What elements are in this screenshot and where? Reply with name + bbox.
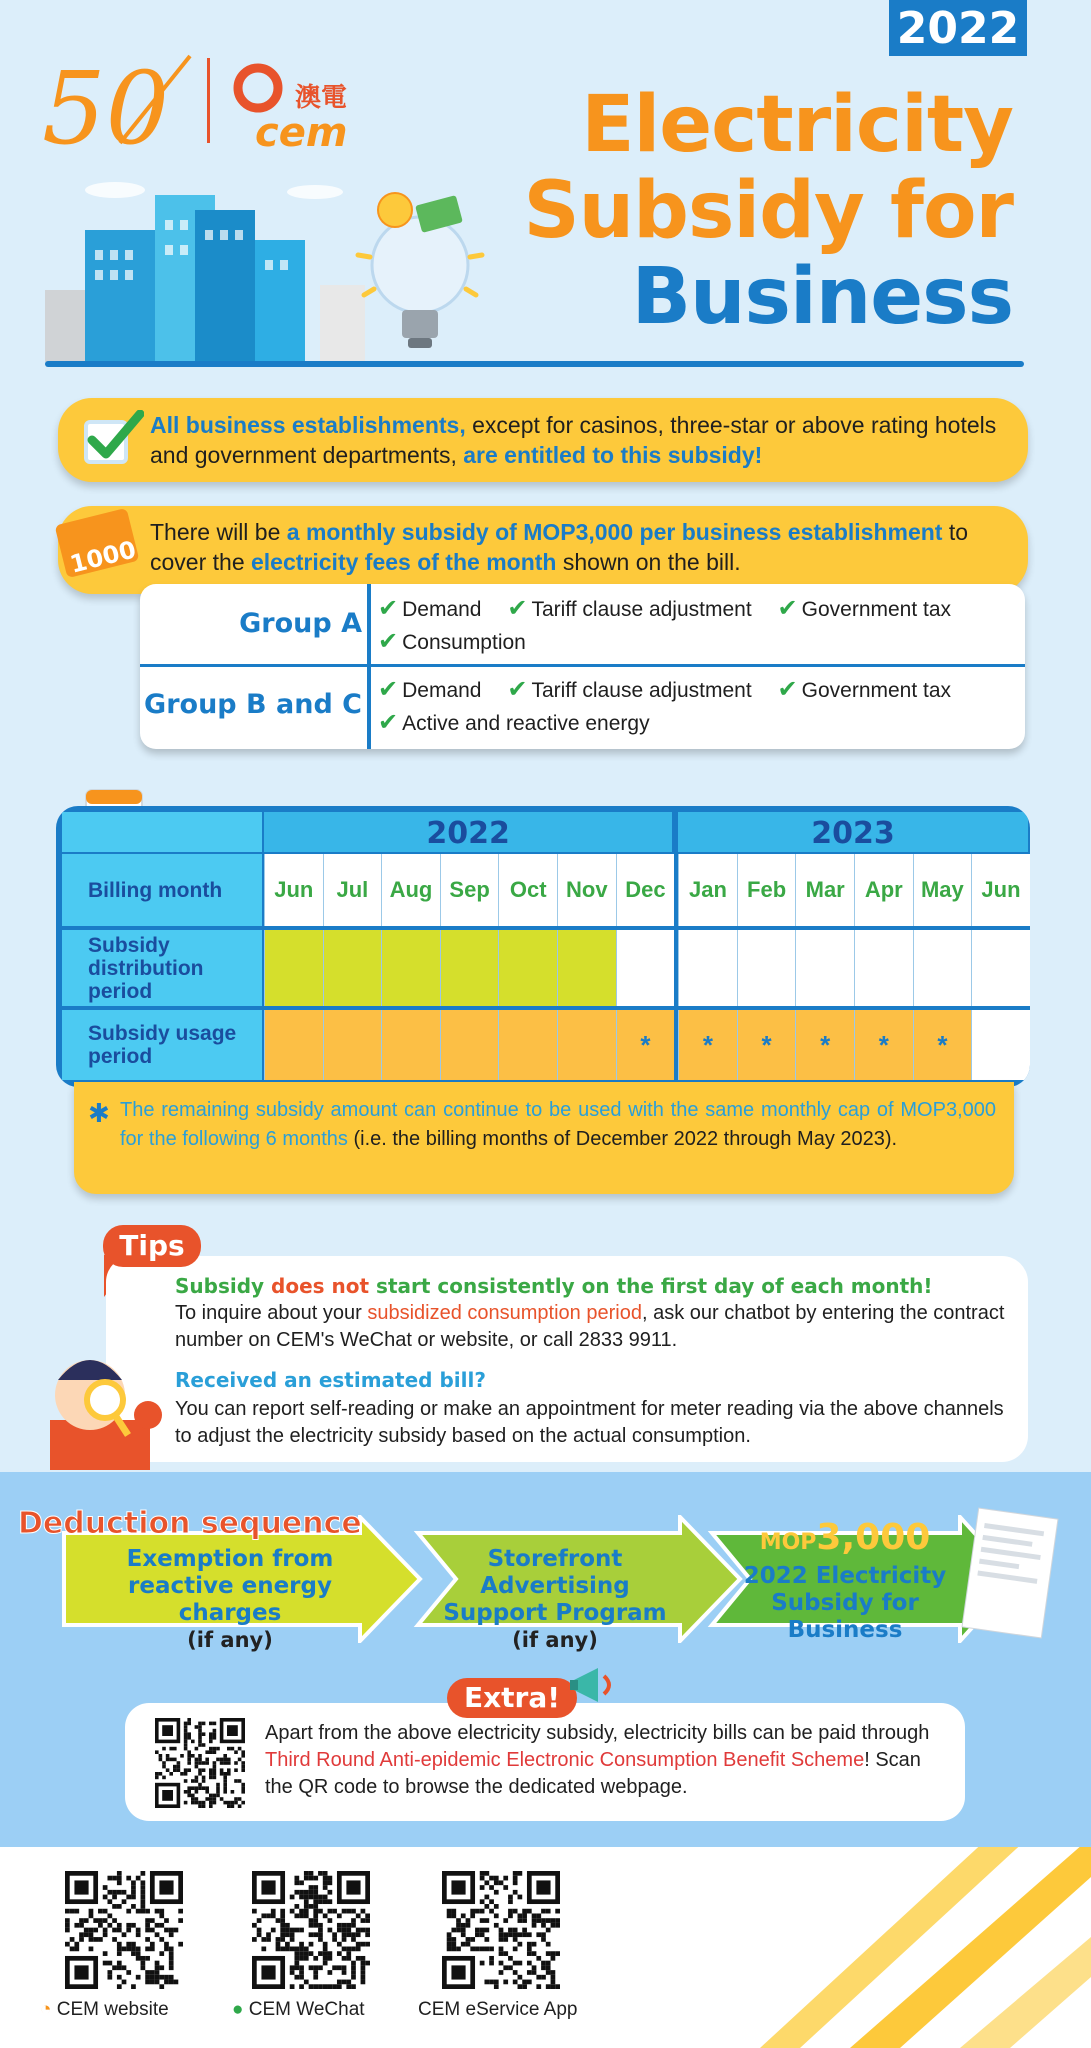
tips-heading-1 <box>175 1274 1015 1298</box>
group-a-item-label: Tariff clause adjustment <box>531 598 752 621</box>
billing-month-cell: Apr <box>854 854 913 926</box>
electricity-bill-icon <box>960 1505 1060 1645</box>
group-bc-items <box>378 674 1018 740</box>
billing-month-cell: Jul <box>323 854 382 926</box>
billing-month-cell: Mar <box>795 854 854 926</box>
billing-month-cell: Sep <box>440 854 499 926</box>
footer <box>0 1847 1091 2048</box>
schedule-row-label: Subsidy usage period <box>62 1010 262 1080</box>
usage-period-cell <box>498 1010 557 1080</box>
extra-plain-1: Apart from the above electricity subsidy, electricity bills can be paid through <box>265 1722 930 1744</box>
deduction-step-2 <box>410 1546 700 1654</box>
eligibility-highlight-1: All business establishments, <box>150 412 466 438</box>
light-bulb-money-icon <box>350 185 490 360</box>
logo-brand: cem <box>255 110 348 156</box>
group-bc-item-label: Government tax <box>801 679 952 702</box>
group-bc-item-label: Demand <box>402 679 482 702</box>
distribution-period-cell <box>913 930 972 1006</box>
extra-tag: Extra! <box>447 1678 577 1718</box>
distribution-period-cell <box>854 930 913 1006</box>
schedule-row-label: Billing month <box>62 854 262 926</box>
qr-label-app: CEM eService App <box>418 1999 578 2020</box>
extra-highlight[interactable]: Third Round Anti-epidemic Electronic Consumption Benefit Scheme <box>265 1749 865 1771</box>
page-title-line3: Business <box>631 252 1013 342</box>
step-2-line-2: Support Program <box>443 1600 667 1626</box>
group-bc-item <box>378 676 482 703</box>
billing-month-cell: Jun <box>264 854 323 926</box>
schedule-row-label: Subsidy distribution period <box>62 930 262 1006</box>
tips-p1-b: subsidized consumption period <box>367 1302 642 1324</box>
eligibility-highlight-2: are entitled to this subsidy! <box>463 442 763 468</box>
usage-period-cell <box>264 1010 323 1080</box>
qr-label-wechat-text: CEM WeChat <box>248 1999 365 2020</box>
group-a-name: Group A <box>239 608 362 639</box>
year-header-2023: 2023 <box>678 812 1028 852</box>
distribution-period-cell <box>381 930 440 1006</box>
cem-logo-small-icon: ◔ <box>40 1999 52 2020</box>
check-icon: ✔ <box>507 676 528 703</box>
deduction-step-3 <box>735 1518 955 1644</box>
group-bc-item-label: Active and reactive energy <box>402 712 650 735</box>
megaphone-icon <box>568 1662 622 1710</box>
wechat-icon: ● <box>232 1999 244 2020</box>
group-bc-name: Group B and C <box>144 689 362 720</box>
subsidy-schedule-table <box>56 806 1030 1087</box>
usage-period-cell: * <box>854 1010 913 1080</box>
distribution-period-cell <box>678 930 737 1006</box>
tips-p1-a: To inquire about your <box>175 1302 368 1324</box>
mascot-magnifier-icon <box>20 1320 170 1470</box>
group-a-item <box>378 628 526 655</box>
logo-brand-cn: 澳電 <box>295 83 348 113</box>
step-1-line-1: Exemption from <box>126 1546 334 1572</box>
extra-info-text <box>265 1720 945 1801</box>
checkbox-check-icon <box>82 410 144 468</box>
qr-label-website-text: CEM website <box>56 1999 169 2020</box>
usage-period-cell <box>440 1010 499 1080</box>
distribution-period-cell <box>498 930 557 1006</box>
distribution-period-cell <box>557 930 616 1006</box>
step-3-amount: 3,000 <box>816 1517 931 1558</box>
group-bc-item <box>378 709 650 736</box>
monthly-highlight-2: electricity fees of the month <box>251 549 557 575</box>
page-title-line2: Subsidy for <box>523 166 1013 256</box>
usage-period-cell <box>323 1010 382 1080</box>
tips-heading-2: Received an estimated bill? <box>175 1368 486 1392</box>
check-icon: ✔ <box>378 709 399 736</box>
banknote-1000-icon <box>52 508 140 584</box>
schedule-note-plain: (i.e. the billing months of December 2022 through May 2023). <box>347 1128 898 1150</box>
group-row-a <box>140 584 1025 664</box>
qr-code-cem-wechat[interactable] <box>252 1871 370 1989</box>
group-fee-table <box>140 584 1025 749</box>
banknote-1000-label: 1000 <box>67 535 139 579</box>
step-3-line-1: 2022 Electricity <box>743 1563 947 1589</box>
billing-month-cell: Jun <box>971 854 1030 926</box>
deduction-title: Deduction sequence <box>18 1506 362 1541</box>
group-bc-item-label: Tariff clause adjustment <box>531 679 752 702</box>
schedule-corner-cell <box>62 812 262 852</box>
usage-period-cell <box>381 1010 440 1080</box>
billing-month-cell: Jan <box>678 854 737 926</box>
step-3-line-2: Subsidy for <box>771 1590 919 1616</box>
tips-heading-1-c: start consistently on the first day of each month! <box>369 1274 933 1298</box>
group-row-bc <box>140 667 1025 749</box>
step-3-line-3: Business <box>787 1617 903 1643</box>
usage-period-cell: * <box>795 1010 854 1080</box>
page-title-line1: Electricity <box>581 80 1013 170</box>
usage-period-cell <box>971 1010 1030 1080</box>
billing-month-cell: Aug <box>381 854 440 926</box>
billing-month-cell: May <box>913 854 972 926</box>
group-a-item <box>507 595 752 622</box>
eligibility-text <box>150 410 1020 470</box>
qr-label-wechat <box>232 1999 365 2021</box>
billing-month-cell: Oct <box>498 854 557 926</box>
distribution-period-cell <box>440 930 499 1006</box>
tips-heading-1-a: Subsidy <box>175 1274 272 1298</box>
check-icon: ✔ <box>378 676 399 703</box>
qr-code-cem-eservice-app[interactable] <box>442 1871 560 1989</box>
city-buildings-illustration <box>45 170 375 362</box>
year-header-2022: 2022 <box>264 812 672 852</box>
monthly-plain-1: There will be <box>150 519 287 545</box>
step-2-note: (if any) <box>512 1628 598 1652</box>
distribution-period-cell <box>795 930 854 1006</box>
usage-period-cell: * <box>913 1010 972 1080</box>
group-a-item-label: Government tax <box>801 598 952 621</box>
check-icon: ✔ <box>507 595 528 622</box>
monthly-subsidy-text <box>150 517 1020 577</box>
tips-tag: Tips <box>103 1225 201 1267</box>
check-icon: ✔ <box>777 676 798 703</box>
group-a-item-label: Demand <box>402 598 482 621</box>
distribution-period-cell <box>737 930 796 1006</box>
group-a-item <box>777 595 952 622</box>
group-a-items <box>378 593 1018 659</box>
usage-period-cell <box>557 1010 616 1080</box>
deduction-step-1 <box>80 1546 380 1654</box>
check-icon: ✔ <box>378 628 399 655</box>
tips-heading-1-b: does not <box>271 1274 370 1298</box>
usage-period-cell: * <box>737 1010 796 1080</box>
qr-code-epidemic-scheme[interactable] <box>155 1718 245 1808</box>
header-divider <box>45 361 1024 367</box>
usage-period-cell: * <box>616 1010 675 1080</box>
distribution-period-cell <box>971 930 1030 1006</box>
usage-period-cell: * <box>678 1010 737 1080</box>
qr-code-cem-website[interactable] <box>65 1871 183 1989</box>
distribution-period-cell <box>323 930 382 1006</box>
eligibility-plain: except for casinos, three-star or above rating hotels and government departments, <box>150 412 997 468</box>
step-1-line-2: reactive energy charges <box>128 1573 332 1626</box>
tips-paragraph-2: You can report self-reading or make an appointment for meter reading via the above channels to adjust the electricity subsidy based on the actual consumption. <box>175 1398 1004 1447</box>
year-badge: 2022 <box>889 0 1027 56</box>
check-icon: ✔ <box>777 595 798 622</box>
tips-paragraph-1 <box>175 1300 1015 1354</box>
schedule-note-highlight: The remaining subsidy amount can continue to be used with the same monthly cap of MOP3,000 for the following 6 months <box>120 1099 996 1150</box>
distribution-period-cell <box>264 930 323 1006</box>
step-3-currency: MOP <box>759 1530 817 1555</box>
billing-month-cell: Feb <box>737 854 796 926</box>
step-1-note: (if any) <box>187 1628 273 1652</box>
schedule-note-text <box>120 1096 996 1154</box>
billing-month-cell: Dec <box>616 854 675 926</box>
group-bc-item <box>507 676 752 703</box>
group-a-item <box>378 595 482 622</box>
monthly-plain-3: shown on the bill. <box>556 549 741 575</box>
tips-p1-c: , ask our chatbot by entering the contract number on CEM's WeChat or website, or call 2833 9911. <box>175 1302 1005 1351</box>
qr-label-website <box>40 1999 169 2021</box>
asterisk-icon: ✱ <box>88 1098 110 1128</box>
group-a-item-label: Consumption <box>402 631 526 654</box>
step-2-line-1: Storefront Advertising <box>480 1546 630 1599</box>
billing-month-cell: Nov <box>557 854 616 926</box>
distribution-period-cell <box>616 930 675 1006</box>
group-bc-item <box>777 676 952 703</box>
monthly-highlight-1: a monthly subsidy of MOP3,000 per business establishment <box>286 519 943 545</box>
cem-50-logo <box>40 48 370 158</box>
logo-fifty: 50 <box>42 50 170 158</box>
monthly-plain-2: to cover the <box>150 519 969 575</box>
check-icon: ✔ <box>378 595 399 622</box>
extra-plain-2: ! Scan the QR code to browse the dedicated webpage. <box>265 1749 921 1798</box>
